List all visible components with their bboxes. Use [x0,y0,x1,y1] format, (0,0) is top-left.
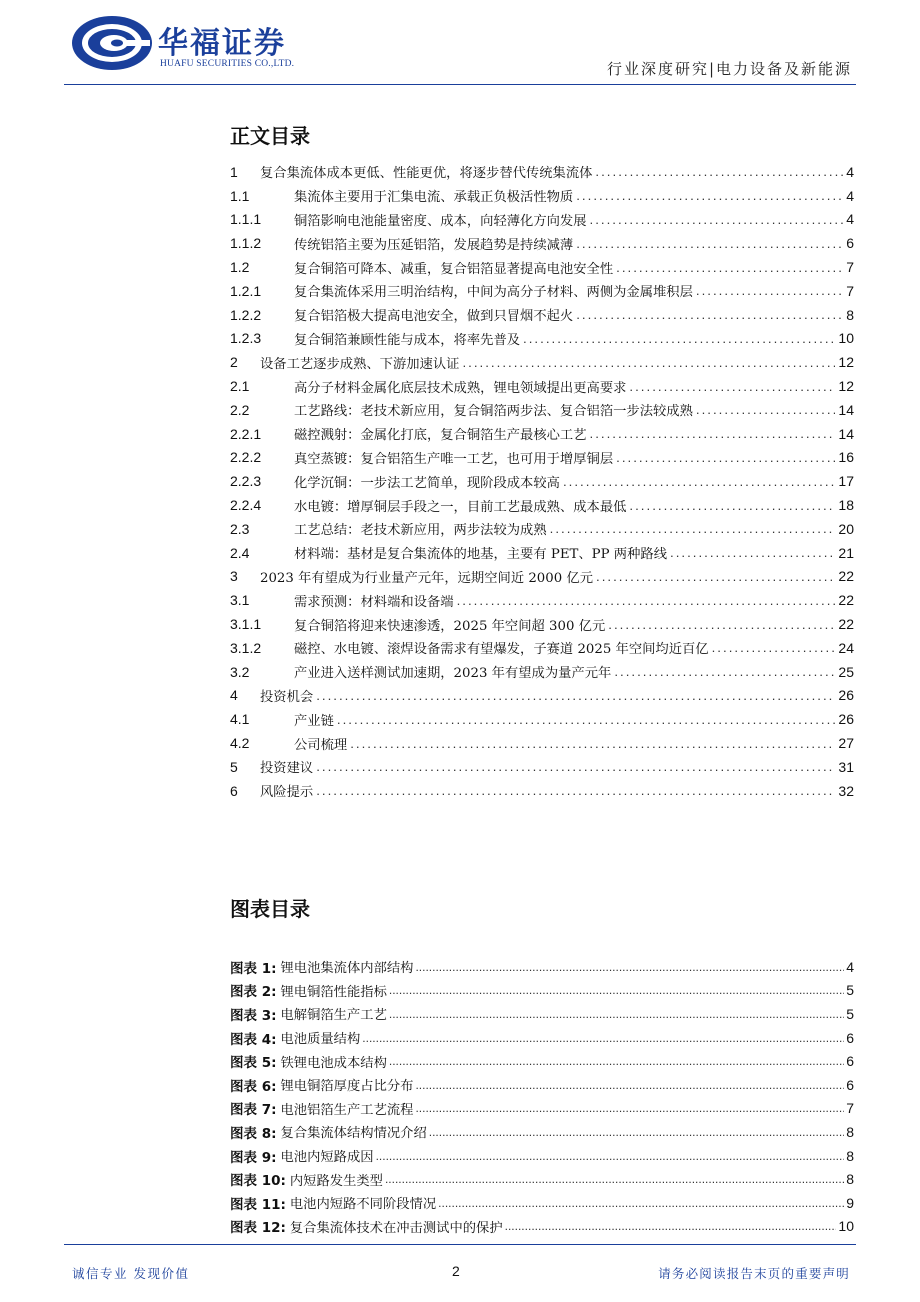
toc-leader-dots [563,474,835,489]
toc-entry-number: 2.3 [230,520,250,537]
figure-entry-label: 图表 7: [230,1102,277,1119]
figure-entry[interactable] [230,1167,854,1191]
toc-leader-dots [316,783,835,798]
toc-entry-page: 12 [838,354,854,371]
header-divider [64,84,856,85]
toc-entry[interactable] [230,446,854,470]
figure-entry-title: 电解铜箔生产工艺 [280,1008,387,1024]
figure-entry[interactable] [230,1049,854,1073]
toc-entry-page: 21 [838,544,854,561]
toc-entry-page: 4 [846,163,854,180]
toc-entry-number: 2.2.2 [230,449,262,466]
toc-entry-page: 4 [846,211,854,228]
toc-entry-title: 集流体主要用于汇集电流、承载正负极活性物质 [294,190,574,206]
toc-entry-page: 26 [838,711,854,728]
toc-entry-number: 3.1.2 [230,639,262,656]
toc-entry-page: 4 [846,187,854,204]
toc-entry-page: 8 [846,306,854,323]
table-of-contents [230,160,854,803]
toc-entry-page: 31 [838,758,854,775]
figure-entry-label: 图表 12: [230,1220,286,1237]
toc-leader-dots [590,426,836,441]
toc-entry[interactable] [230,327,854,351]
figure-entry-label: 图表 5: [230,1055,277,1072]
toc-leader-dots [712,640,836,655]
toc-entry[interactable] [230,612,854,636]
toc-entry[interactable] [230,208,854,232]
toc-leader-dots [576,188,843,203]
toc-entry-title: 公司梳理 [294,737,348,753]
toc-entry-title: 产业链 [294,713,334,729]
toc-entry-page: 7 [846,282,854,299]
toc-entry[interactable] [230,398,854,422]
figure-entry[interactable] [230,979,854,1003]
toc-entry-title: 投资建议 [260,761,314,777]
toc-leader-dots [576,236,843,251]
toc-leader-dots [350,736,835,751]
toc-entry[interactable] [230,231,854,255]
toc-entry-number: 3.1.1 [230,616,262,633]
figure-entry-title: 锂电铜箔性能指标 [280,984,387,1000]
toc-entry-page: 20 [838,520,854,537]
toc-entry-number: 1.2.2 [230,306,262,323]
toc-entry-number: 1.1.2 [230,235,262,252]
toc-leader-dots [590,212,844,227]
toc-entry[interactable] [230,755,854,779]
huafu-logo-icon [70,14,154,72]
figure-leader-dots [415,1078,844,1092]
figure-entry-page: 8 [846,1147,854,1164]
toc-entry-number: 1.2 [230,259,250,276]
toc-entry-number: 2.4 [230,544,250,561]
figure-entry-page: 10 [838,1218,854,1235]
figure-entry-page: 5 [846,1005,854,1022]
figure-entry-page: 6 [846,1029,854,1046]
figure-entry-page: 4 [846,958,854,975]
toc-entry[interactable] [230,469,854,493]
toc-entry-title: 高分子材料金属化底层技术成熟，锂电领域提出更高要求 [294,380,627,396]
logo-english-name: HUAFU SECURITIES CO.,LTD. [160,59,295,69]
footer-divider [64,1244,856,1245]
list-of-figures [230,955,854,1238]
toc-entry-number: 1.2.1 [230,282,262,299]
figure-entry-title: 电池内短路不同阶段情况 [289,1197,437,1213]
figure-entry-label: 图表 4: [230,1031,277,1048]
footer-disclaimer: 请务必阅读报告末页的重要声明 [658,1266,850,1281]
toc-entry-page: 27 [838,735,854,752]
figure-entry-title: 锂电铜箔厚度占比分布 [280,1079,414,1095]
toc-entry-title: 真空蒸镀：复合铝箔生产唯一工艺，也可用于增厚铜层 [294,451,614,467]
figure-entry[interactable] [230,1191,854,1215]
toc-leader-dots [608,617,835,632]
toc-entry-page: 17 [838,473,854,490]
figure-entry-title: 内短路发生类型 [289,1173,383,1189]
toc-entry-number: 6 [230,782,238,799]
figure-entry-label: 图表 8: [230,1125,277,1142]
toc-entry-title: 风险提示 [260,785,314,801]
toc-entry-title: 设备工艺逐步成熟、下游加速认证 [260,356,460,372]
figure-entry-title: 复合集流体技术在冲击测试中的保护 [289,1220,503,1236]
toc-entry-title: 磁控、水电镀、滚焊设备需求有望爆发，子赛道 2025 年空间均近百亿 [294,642,709,658]
toc-entry-page: 6 [846,235,854,252]
toc-entry[interactable] [230,684,854,708]
toc-entry[interactable] [230,255,854,279]
toc-entry[interactable] [230,350,854,374]
figure-entry-label: 图表 11: [230,1196,286,1213]
toc-entry-number: 2.1 [230,378,250,395]
figure-entry-label: 图表 1: [230,960,277,977]
company-logo [70,14,310,74]
toc-entry-number: 3.2 [230,663,250,680]
figure-entry-label: 图表 2: [230,984,277,1001]
figure-entry-label: 图表 9: [230,1149,277,1166]
toc-entry-page: 12 [838,378,854,395]
figure-entry-title: 电池质量结构 [280,1032,361,1048]
figure-entry[interactable] [230,1097,854,1121]
toc-entry-page: 24 [838,639,854,656]
toc-entry[interactable] [230,493,854,517]
toc-entry-page: 22 [838,568,854,585]
figure-leader-dots [429,1125,844,1139]
page-header [0,0,920,90]
toc-entry[interactable] [230,184,854,208]
toc-entry-title: 复合铜箔将迎来快速渗透，2025 年空间超 300 亿元 [294,618,606,634]
figure-leader-dots [385,1172,844,1186]
figure-leader-dots [376,1149,845,1163]
toc-entry-number: 1 [230,163,238,180]
toc-entry-number: 1.1.1 [230,211,262,228]
toc-entry-title: 2023 年有望成为行业量产元年，远期空间近 2000 亿元 [260,570,593,586]
toc-entry-number: 2.2.1 [230,425,262,442]
toc-entry[interactable] [230,517,854,541]
toc-heading: 正文目录 [230,124,310,148]
toc-leader-dots [462,355,835,370]
toc-leader-dots [614,664,835,679]
toc-entry[interactable] [230,422,854,446]
toc-entry-title: 投资机会 [260,689,314,705]
figure-entry-label: 图表 10: [230,1173,286,1190]
toc-entry[interactable] [230,636,854,660]
figure-leader-dots [389,1007,844,1021]
toc-entry-page: 25 [838,663,854,680]
figure-leader-dots [415,1101,844,1115]
toc-entry-number: 3.1 [230,592,250,609]
figure-entry-title: 电池内短路成因 [280,1150,374,1166]
figure-entry-page: 8 [846,1123,854,1140]
toc-leader-dots [629,498,835,513]
toc-entry-page: 18 [838,497,854,514]
toc-entry[interactable] [230,279,854,303]
toc-entry-number: 4.2 [230,735,250,752]
figure-entry[interactable] [230,1002,854,1026]
toc-entry-page: 14 [838,401,854,418]
figure-entry-title: 电池铝箔生产工艺流程 [280,1102,414,1118]
toc-entry-page: 22 [838,616,854,633]
figure-leader-dots [389,1054,844,1068]
figure-entry-page: 6 [846,1076,854,1093]
toc-leader-dots [595,164,843,179]
figure-entry[interactable] [230,1073,854,1097]
toc-entry-number: 5 [230,758,238,775]
toc-entry-page: 22 [838,592,854,609]
figure-leader-dots [505,1219,837,1233]
toc-entry-title: 磁控溅射：金属化打底，复合铜箔生产最核心工艺 [294,428,587,444]
figure-entry-page: 6 [846,1053,854,1070]
toc-leader-dots [616,450,835,465]
toc-leader-dots [316,759,835,774]
toc-entry-title: 工艺路线：老技术新应用，复合铜箔两步法、复合铝箔一步法较成熟 [294,404,693,420]
toc-leader-dots [316,688,835,703]
toc-entry-page: 7 [846,259,854,276]
toc-entry[interactable] [230,707,854,731]
toc-leader-dots [670,545,835,560]
footer-slogan: 诚信专业 发现价值 [72,1266,190,1281]
figure-entry[interactable] [230,955,854,979]
toc-entry[interactable] [230,731,854,755]
figure-leader-dots [438,1196,844,1210]
toc-entry-number: 2.2 [230,401,250,418]
toc-entry[interactable] [230,303,854,327]
figure-leader-dots [389,983,844,997]
figure-entry-page: 9 [846,1194,854,1211]
figure-entry-page: 8 [846,1171,854,1188]
figure-entry-page: 5 [846,982,854,999]
toc-entry-number: 2.2.3 [230,473,262,490]
figure-entry-title: 铁锂电池成本结构 [280,1055,387,1071]
toc-entry-page: 14 [838,425,854,442]
toc-entry[interactable] [230,374,854,398]
figure-entry-title: 锂电池集流体内部结构 [280,961,414,977]
toc-leader-dots [337,712,836,727]
toc-entry[interactable] [230,541,854,565]
toc-entry-title: 需求预测：材料端和设备端 [294,594,454,610]
figure-leader-dots [362,1031,844,1045]
toc-entry-number: 1.1 [230,187,250,204]
figures-heading: 图表目录 [230,897,310,921]
page-number: 2 [452,1263,460,1279]
toc-entry-title: 复合铝箔极大提高电池安全，做到只冒烟不起火 [294,309,574,325]
toc-entry-title: 材料端：基材是复合集流体的地基，主要有 PET、PP 两种路线 [294,547,667,563]
toc-entry-number: 4 [230,687,238,704]
logo-chinese-name: 华福证券 [158,26,286,61]
toc-leader-dots [616,260,843,275]
figure-entry[interactable] [230,1215,854,1239]
toc-entry-title: 复合铜箔可降本、减重，复合铝箔显著提高电池安全性 [294,261,614,277]
toc-leader-dots [629,379,835,394]
figure-leader-dots [415,960,844,974]
toc-entry-title: 复合集流体采用三明治结构，中间为高分子材料、两侧为金属堆积层 [294,285,693,301]
toc-entry[interactable] [230,660,854,684]
toc-entry-title: 传统铝箔主要为压延铝箔，发展趋势是持续减薄 [294,237,574,253]
toc-entry-page: 26 [838,687,854,704]
report-category: 行业深度研究|电力设备及新能源 [606,60,852,78]
toc-entry-number: 2.2.4 [230,497,262,514]
toc-entry-number: 4.1 [230,711,250,728]
toc-entry[interactable] [230,779,854,803]
toc-entry-page: 16 [838,449,854,466]
toc-leader-dots [696,283,843,298]
toc-entry-number: 3 [230,568,238,585]
toc-entry-page: 32 [838,782,854,799]
figure-entry[interactable] [230,1120,854,1144]
toc-entry[interactable] [230,565,854,589]
toc-entry-title: 铜箔影响电池能量密度、成本，向轻薄化方向发展 [294,213,587,229]
toc-entry[interactable] [230,588,854,612]
toc-entry[interactable] [230,160,854,184]
toc-entry-title: 复合铜箔兼顾性能与成本，将率先普及 [294,332,521,348]
toc-leader-dots [550,521,836,536]
toc-entry-title: 化学沉铜：一步法工艺简单，现阶段成本较高 [294,475,560,491]
toc-leader-dots [576,307,843,322]
toc-entry-page: 10 [838,330,854,347]
toc-leader-dots [696,402,836,417]
toc-entry-title: 产业进入送样测试加速期，2023 年有望成为量产元年 [294,666,612,682]
toc-entry-title: 水电镀：增厚铜层手段之一，目前工艺最成熟、成本最低 [294,499,627,515]
figure-entry[interactable] [230,1026,854,1050]
figure-entry-label: 图表 3: [230,1007,277,1024]
figure-entry-label: 图表 6: [230,1078,277,1095]
toc-entry-title: 工艺总结：老技术新应用，两步法较为成熟 [294,523,547,539]
figure-entry[interactable] [230,1144,854,1168]
toc-leader-dots [596,569,835,584]
toc-entry-title: 复合集流体成本更低、性能更优，将逐步替代传统集流体 [260,166,593,182]
toc-leader-dots [523,331,835,346]
toc-entry-number: 1.2.3 [230,330,262,347]
toc-entry-number: 2 [230,354,238,371]
toc-leader-dots [457,593,836,608]
figure-entry-title: 复合集流体结构情况介绍 [280,1126,427,1142]
figure-entry-page: 7 [846,1100,854,1117]
